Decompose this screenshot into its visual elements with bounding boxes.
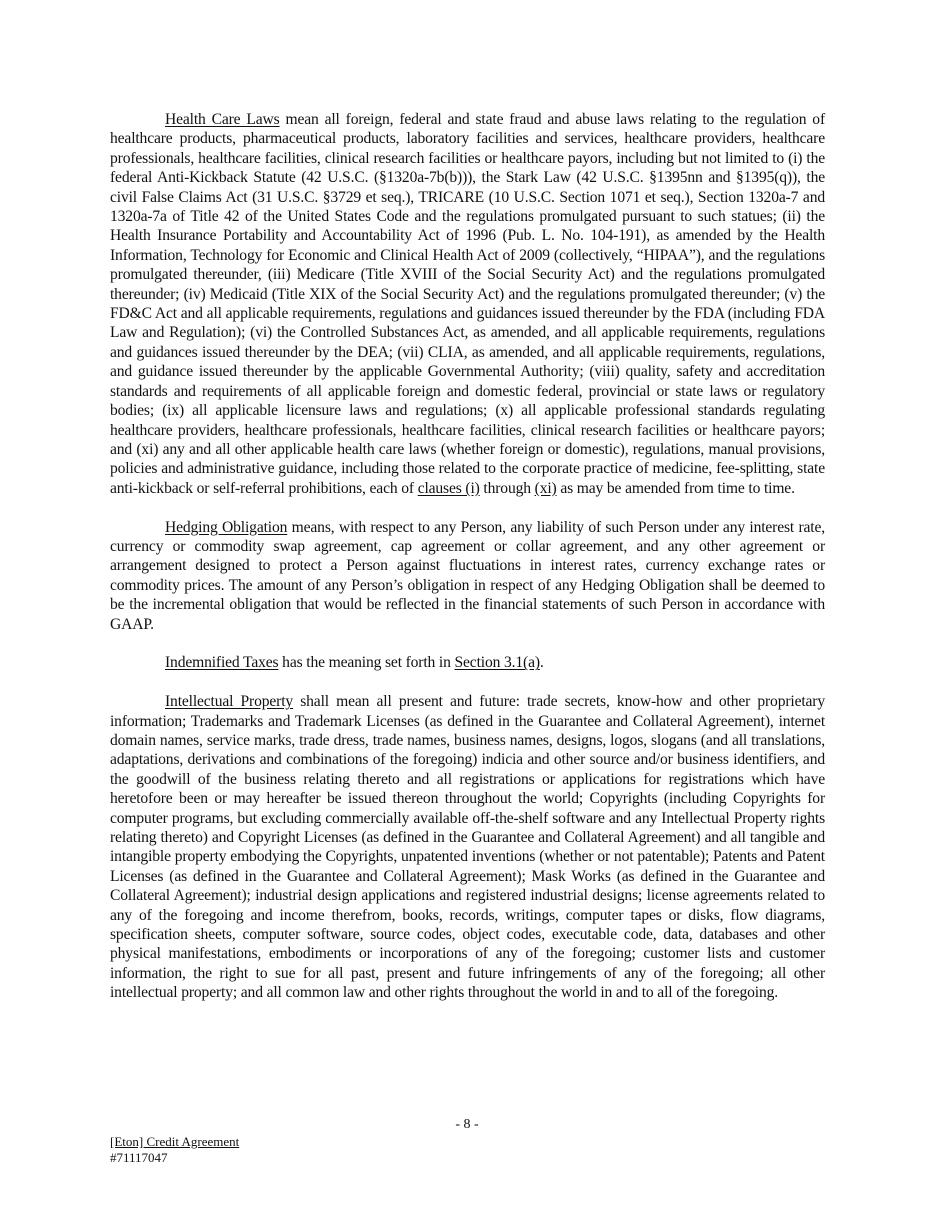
clause-reference: (xi) xyxy=(534,479,557,497)
definition-text: means, with respect to any Person, any liability of such Person under any interest rate, currency or commodity swap agreement, cap agreement or collar agreement, and any other agreement or arrangement designed to protect a Person against fluctuations in interest rates, currency exchange rates or commodity prices. The amount of any Person’s obligation in respect of any Hedging Obligation shall be deemed to be the incremental obligation that would be reflected in the financial statements of such Person in accordance with GAAP. xyxy=(110,518,825,633)
definition-text: shall mean all present and future: trade secrets, know-how and other proprietary information; Trademarks and Trademark Licenses (as defined in the Guarantee and Collateral Agreement), internet domain names, service marks, trade dress, trade names, business names, designs, logos, slogans (and all translations, adaptations, derivations and combinations of the foregoing) indicia and other source and/or business identifiers, and the goodwill of the business relating thereto and all registrations or applications for registrations which have heretofore been or may hereafter be issued thereon throughout the world; Copyrights (including Copyrights for computer programs, but excluding commercially available off-the-shelf software and any Intellectual Property rights relating thereto) and Copyright Licenses (as defined in the Guarantee and Collateral Agreement) and all tangible and intangible property embodying the Copyrights, unpatented inventions (whether or not patentable); Patents and Patent Licenses (as defined in the Guarantee and Collateral Agreement); Mask Works (as defined in the Guarantee and Collateral Agreement); industrial design applications and registered industrial designs; license agreements related to any of the foregoing and income therefrom, books, records, writings, computer tapes or disks, flow diagrams, specification sheets, computer software, source codes, object codes, executable code, data, databases and other physical manifestations, embodiments or incorporations of any of the foregoing; customer lists and customer information, the right to sue for all past, present and future infringements of any of the foregoing; all other intellectual property; and all common law and other rights throughout the world in and to all of the foregoing. xyxy=(110,693,825,1002)
document-footer xyxy=(110,1134,239,1166)
defined-term: Intellectual Property xyxy=(165,693,294,711)
definition-intellectual-property xyxy=(110,692,825,1003)
definition-text: through xyxy=(479,479,535,497)
definition-indemnified-taxes xyxy=(110,653,825,672)
footer-document-number: #71117047 xyxy=(110,1150,168,1165)
definition-text: as may be amended from time to time. xyxy=(556,479,795,497)
document-body xyxy=(110,110,825,1022)
page-number: - 8 - xyxy=(455,1117,479,1132)
defined-term: Health Care Laws xyxy=(165,111,280,128)
footer-document-title: [Eton] Credit Agreement xyxy=(110,1134,240,1149)
defined-term: Indemnified Taxes xyxy=(165,654,279,672)
definition-text: mean all foreign, federal and state fraud and abuse laws relating to the regulation of healthcare products, pharmaceutical products, laboratory facilities and services, healthcare providers, healthcare professionals, healthcare facilities, clinical research facilities or healthcare payors, including but not limited to (i) the federal Anti-Kickback Statute (42 U.S.C. (§1320a-7b(b))), the Stark Law (42 U.S.C. §1395nn and §1395(q)), the civil False Claims Act (31 U.S.C. §3729 et seq.), TRICARE (10 U.S.C. Section 1071 et seq.), Section 1320a-7 and 1320a-7a of Title 42 of the United States Code and the regulations promulgated pursuant to such statues; (ii) the Health Insurance Portability and Accountability Act of 1996 (Pub. L. No. 104-191), as amended by the Health Information, Technology for Economic and Clinical Health Act of 2009 (collectively, “HIPAA”), and the regulations promulgated thereunder, (iii) Medicare (Title XVIII of the Social Security Act) and the regulations promulgated thereunder; (iv) Medicaid (Title XIX of the Social Security Act) and the regulations promulgated thereunder; (v) the FD&C Act and all applicable requirements, regulations and guidances issued thereunder by the FDA (including FDA Law and Regulation); (vi) the Controlled Substances Act, as amended, and all applicable requirements, regulations and guidances issued thereunder by the DEA; (vii) CLIA, as amended, and all applicable requirements, regulations, and guidance issued thereunder by the applicable Governmental Authority; (viii) quality, safety and accreditation standards and requirements of all applicable foreign and domestic federal, provincial or state laws or regulatory bodies; (ix) all applicable licensure laws and regulations; (x) all applicable professional standards regulating healthcare providers, healthcare professionals, healthcare facilities, clinical research facilities or healthcare payors; and (xi) any and all other applicable health care laws (whether foreign or domestic), regulations, manual provisions, policies and administrative guidance, including those related to the corporate practice of medicine, fee-splitting, state anti-kickback or self-referral prohibitions, each of xyxy=(110,111,825,497)
definition-hedging-obligation xyxy=(110,518,825,634)
definition-health-care-laws xyxy=(110,110,825,498)
definition-text: . xyxy=(539,654,544,672)
defined-term: Hedging Obligation xyxy=(165,518,288,536)
clause-reference: clauses (i) xyxy=(417,479,480,497)
section-reference: Section 3.1(a) xyxy=(454,654,540,672)
definition-text: has the meaning set forth in xyxy=(278,654,455,672)
